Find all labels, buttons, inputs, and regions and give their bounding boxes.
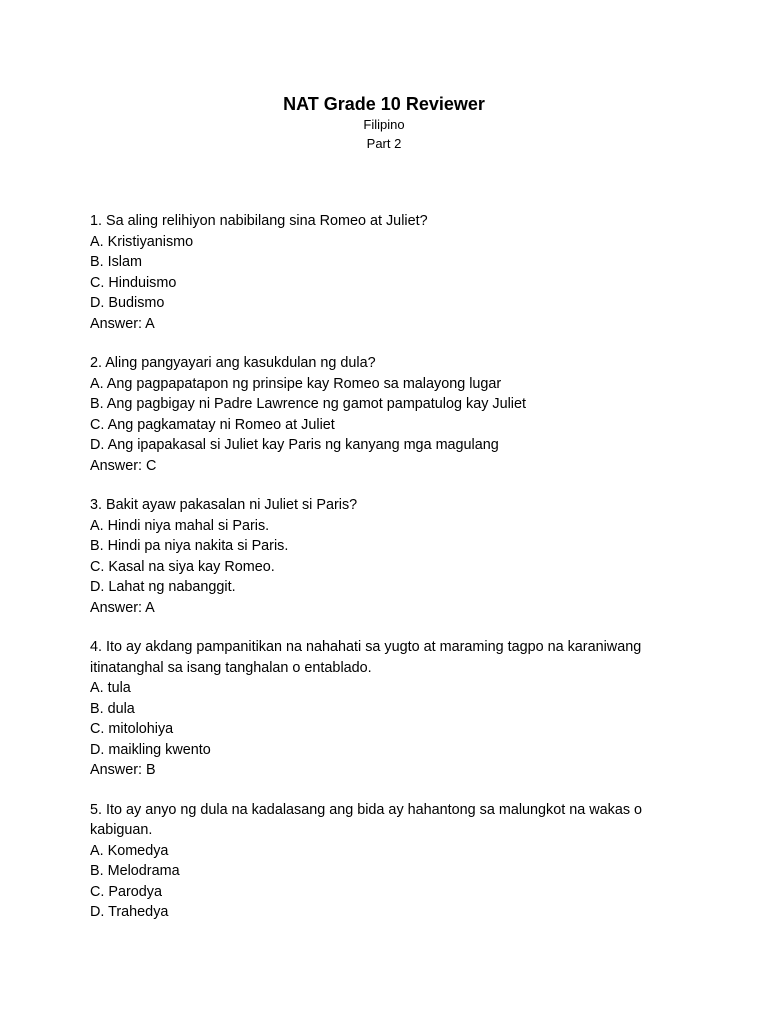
answer-key: Answer: A [90, 599, 155, 616]
choice-c: C. Parodya [90, 883, 162, 900]
question-stem: 1. Sa aling relihiyon nabibilang sina Romeo at Juliet? [90, 213, 428, 229]
choice-d: D. maikling kwento [90, 741, 211, 758]
choice-d: D. Lahat ng nabanggit. [90, 579, 236, 595]
choice-b: B. Hindi pa niya nakita si Paris. [90, 538, 289, 554]
question-4 [90, 637, 690, 781]
question-5 [90, 800, 690, 923]
question-3 [90, 495, 690, 618]
answer-key: Answer: C [90, 457, 157, 474]
question-stem: 2. Aling pangyayari ang kasukdulan ng dula? [90, 355, 376, 371]
choice-c: C. mitolohiya [90, 721, 174, 737]
choice-a: A. tula [90, 680, 131, 696]
choice-d: D. Trahedya [90, 904, 169, 920]
answer-key: Answer: B [90, 762, 156, 778]
subject-label: Filipino [363, 117, 405, 132]
choice-d: D. Budismo [90, 295, 165, 311]
question-2 [90, 353, 690, 476]
choice-c: C. Kasal na siya kay Romeo. [90, 558, 275, 575]
choice-d: D. Ang ipapakasal si Juliet kay Paris ng kanyang mga magulang [90, 437, 499, 453]
question-1 [90, 211, 690, 334]
answer-key: Answer: A [90, 315, 155, 332]
part-label: Part 2 [366, 136, 402, 151]
document-title: NAT Grade 10 Reviewer [283, 94, 485, 114]
choice-b: B. dula [90, 700, 135, 717]
choice-b: B. Ang pagbigay ni Padre Lawrence ng gamot pampatulog kay Juliet [90, 396, 526, 412]
choice-a: A. Ang pagpapatapon ng prinsipe kay Romeo sa malayong lugar [90, 375, 502, 392]
choice-a: A. Hindi niya mahal si Paris. [90, 517, 270, 534]
question-stem: 5. Ito ay anyo ng dula na kadalasang ang bida ay hahantong sa malungkot na wakas o kabiguan. [90, 801, 643, 838]
question-stem: 4. Ito ay akdang pampanitikan na nahahati sa yugto at maraming tagpo na karaniwang itinatanghal sa isang tanghalan o entablado. [90, 639, 642, 676]
choice-b: B. Islam [90, 254, 142, 270]
choice-a: A. Komedya [90, 842, 169, 859]
choice-b: B. Melodrama [90, 863, 180, 879]
question-stem: 3. Bakit ayaw pakasalan ni Juliet si Paris? [90, 497, 358, 513]
choice-c: C. Ang pagkamatay ni Romeo at Juliet [90, 416, 335, 433]
choice-c: C. Hinduismo [90, 274, 177, 291]
document-header [0, 93, 768, 153]
question-list [90, 211, 690, 942]
choice-a: A. Kristiyanismo [90, 233, 194, 250]
